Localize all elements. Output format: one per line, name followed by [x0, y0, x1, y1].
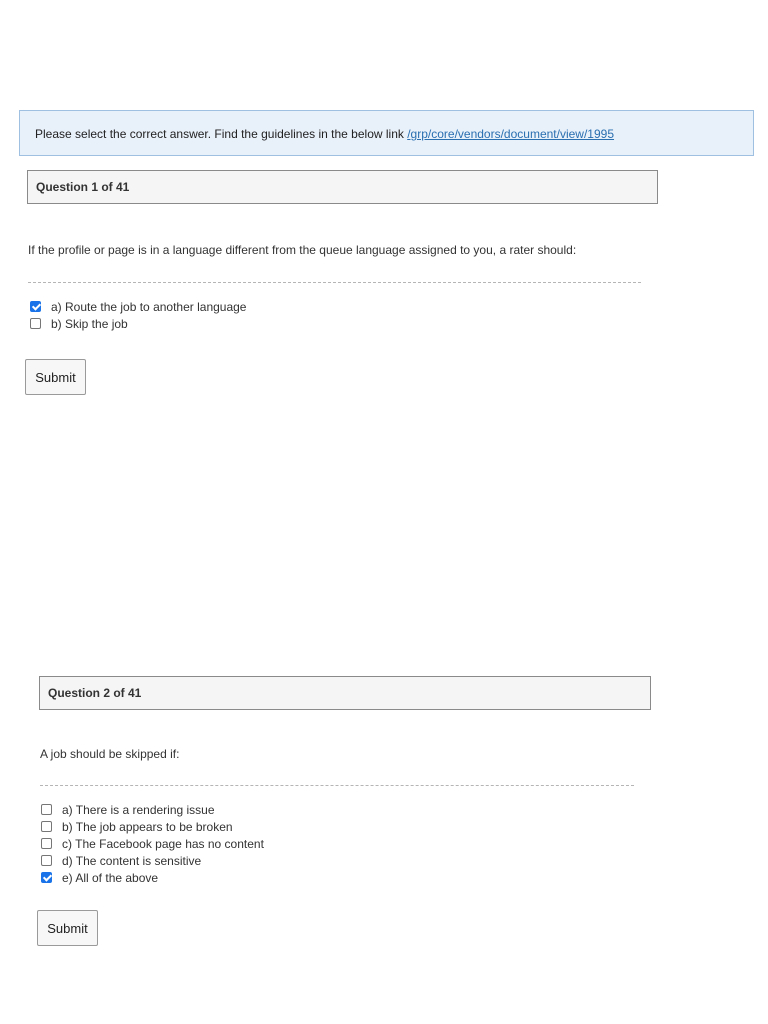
option-label: d) The content is sensitive: [62, 853, 202, 868]
divider: [40, 785, 634, 786]
divider: [28, 282, 641, 283]
option-label: e) All of the above: [62, 870, 159, 885]
checkbox[interactable]: [30, 318, 41, 329]
checkbox[interactable]: [41, 872, 52, 883]
answer-options: [41, 801, 264, 886]
checkbox[interactable]: [41, 855, 52, 866]
answer-option[interactable]: [41, 818, 264, 835]
answer-option[interactable]: [30, 315, 246, 332]
guidelines-link[interactable]: /grp/core/vendors/document/view/1995: [407, 127, 615, 141]
option-label: a) There is a rendering issue: [62, 802, 215, 817]
checkbox[interactable]: [41, 838, 52, 849]
answer-option[interactable]: [41, 852, 264, 869]
question-header: Question 1 of 41: [27, 170, 658, 204]
submit-button[interactable]: Submit: [25, 359, 86, 395]
option-label: b) The job appears to be broken: [62, 819, 233, 834]
guidelines-banner: [19, 110, 754, 156]
answer-option[interactable]: [30, 298, 246, 315]
question-text: A job should be skipped if:: [40, 747, 180, 761]
answer-option[interactable]: [41, 801, 264, 818]
checkbox[interactable]: [41, 804, 52, 815]
banner-text: Please select the correct answer. Find the guidelines in the below link: [35, 127, 408, 141]
option-label: a) Route the job to another language: [51, 299, 247, 314]
option-label: c) The Facebook page has no content: [62, 836, 264, 851]
answer-options: [30, 298, 246, 332]
answer-option[interactable]: [41, 869, 264, 886]
submit-button[interactable]: Submit: [37, 910, 98, 946]
question-header: Question 2 of 41: [39, 676, 651, 710]
checkbox[interactable]: [41, 821, 52, 832]
answer-option[interactable]: [41, 835, 264, 852]
option-label: b) Skip the job: [51, 316, 128, 331]
checkbox[interactable]: [30, 301, 41, 312]
question-text: If the profile or page is in a language different from the queue language assigned to you, a rater should:: [28, 243, 577, 257]
